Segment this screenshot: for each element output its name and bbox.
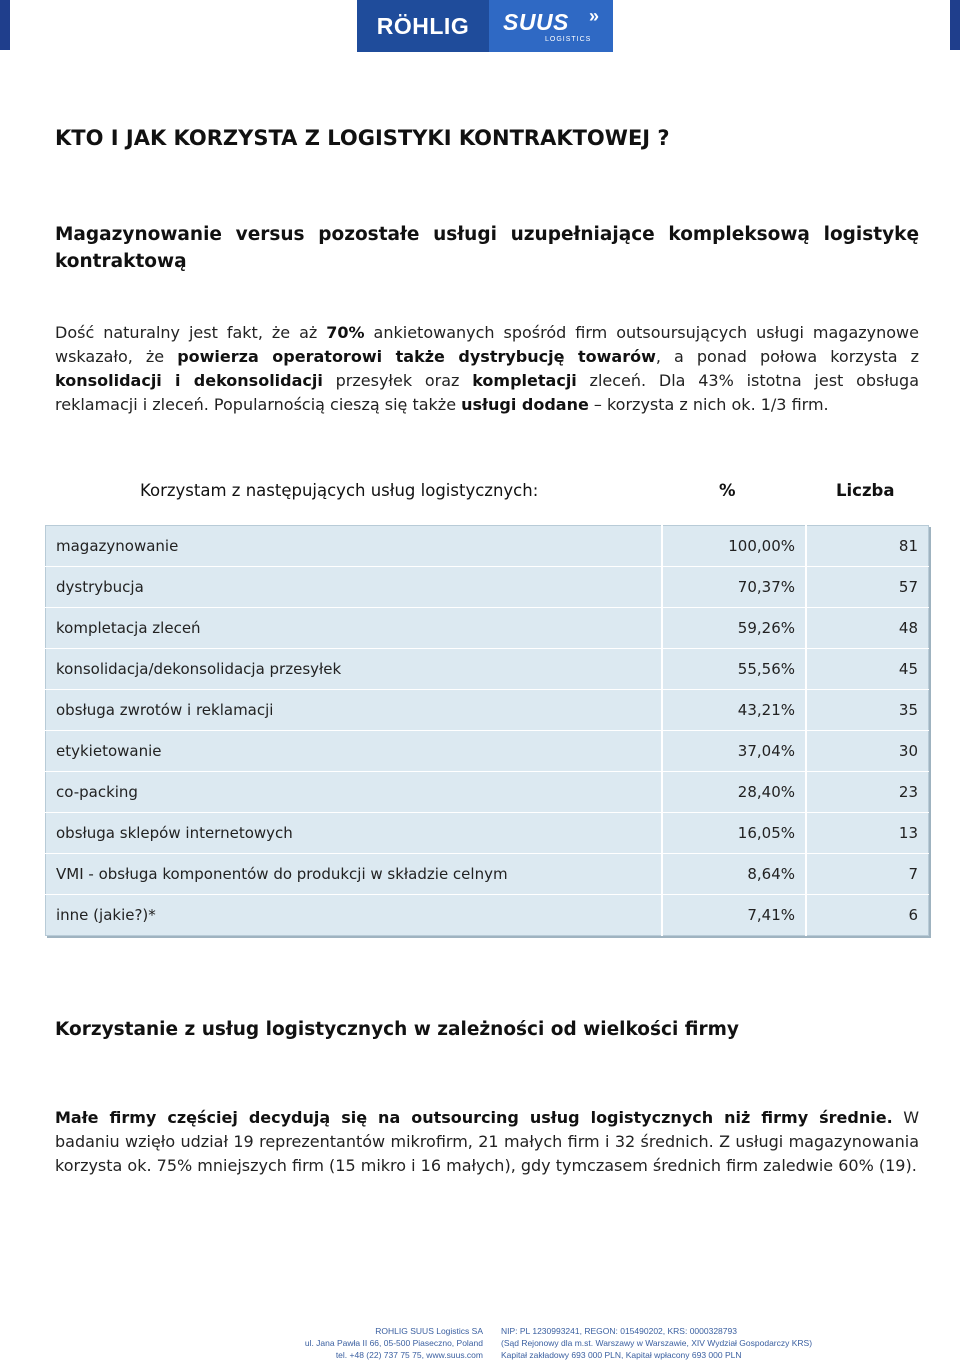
table-header-label: Korzystam z następujących usług logistycznych: [140, 481, 539, 500]
row-label: co-packing [46, 772, 663, 813]
row-count: 13 [806, 813, 929, 854]
bold-text-segment: kompletacji [472, 371, 577, 390]
row-percent: 37,04% [662, 731, 806, 772]
row-percent: 43,21% [662, 690, 806, 731]
text-segment: Dość naturalny jest fakt, że aż [55, 323, 327, 342]
footer-address [305, 1325, 483, 1361]
logo-rohlig: RÖHLIG [357, 0, 489, 52]
services-table [45, 525, 929, 936]
company-size-paragraph [55, 1106, 919, 1178]
footer-street: ul. Jana Pawła II 66, 05-500 Piaseczno, Poland [304, 1338, 483, 1348]
bold-text-segment: Małe firmy częściej decydują się na outsourcing usług logistycznych niż firmy średnie. [55, 1108, 893, 1127]
intro-paragraph [55, 321, 919, 417]
table-row [46, 526, 929, 567]
row-count: 48 [806, 608, 929, 649]
logo-logistics: LOGISTICS [545, 36, 592, 43]
footer-contact: tel. +48 (22) 737 75 75, www.suus.com [335, 1350, 483, 1360]
bold-text-segment: powierza operatorowi także dystrybucję towarów [177, 347, 656, 366]
table-header-percent: % [719, 481, 736, 500]
table-row [46, 608, 929, 649]
row-label: etykietowanie [46, 731, 663, 772]
text-segment: przesyłek oraz [322, 371, 473, 390]
row-label: kompletacja zleceń [46, 608, 663, 649]
logo-suus-block [489, 0, 613, 52]
row-label: obsługa sklepów internetowych [46, 813, 663, 854]
row-percent: 100,00% [662, 526, 806, 567]
footer-tax-ids: NIP: PL 1230993241, REGON: 015490202, KRS: 0000328793 [501, 1326, 737, 1336]
logo-suus: SUUS [503, 9, 569, 35]
row-percent: 16,05% [662, 813, 806, 854]
footer-court: (Sąd Rejonowy dla m.st. Warszawy w Warszawie, XIV Wydział Gospodarczy KRS) [501, 1338, 813, 1348]
table-row [46, 649, 929, 690]
footer-capital: Kapitał zakładowy 693 000 PLN, Kapitał wpłacony 693 000 PLN [501, 1350, 742, 1360]
row-count: 81 [806, 526, 929, 567]
row-percent: 8,64% [662, 854, 806, 895]
row-count: 45 [806, 649, 929, 690]
row-count: 57 [806, 567, 929, 608]
left-edge-bar [0, 0, 10, 50]
row-count: 23 [806, 772, 929, 813]
page-title: KTO I JAK KORZYSTA Z LOGISTYKI KONTRAKTOWEJ ? [55, 126, 670, 150]
row-percent: 55,56% [662, 649, 806, 690]
text-segment: , a ponad połowa korzysta z [655, 347, 920, 366]
table-row [46, 854, 929, 895]
text-segment: W badaniu wzięło udział 19 reprezentantów mikrofirm, 21 małych firm i 32 średnich. Z usługi magazynowania korzysta ok. 75% mniejszych firm (15 mikro i 16 małych), gdy tymczasem średnich firm zaledwie 60% (19). [55, 1108, 920, 1175]
row-label: konsolidacja/dekonsolidacja przesyłek [46, 649, 663, 690]
table-row [46, 567, 929, 608]
table-row [46, 690, 929, 731]
table-row [46, 895, 929, 936]
bold-text-segment: konsolidacji i dekonsolidacji [55, 371, 323, 390]
text-segment: – korzysta z nich ok. 1/3 firm. [588, 395, 829, 414]
bold-text-segment: usługi dodane [461, 395, 589, 414]
row-count: 7 [806, 854, 929, 895]
text-segment: ankietowanych spośród firm outsoursujących usługi magazynowe wskazało, że [55, 323, 919, 366]
bold-text-segment: 70% [326, 323, 365, 342]
row-percent: 70,37% [662, 567, 806, 608]
row-label: obsługa zwrotów i reklamacji [46, 690, 663, 731]
row-label: VMI - obsługa komponentów do produkcji w składzie celnym [46, 854, 663, 895]
row-count: 35 [806, 690, 929, 731]
table-header-count: Liczba [836, 481, 895, 500]
chevrons-icon: » [589, 6, 600, 26]
row-label: dystrybucja [46, 567, 663, 608]
footer-company-name: ROHLIG SUUS Logistics SA [375, 1326, 483, 1336]
row-count: 30 [806, 731, 929, 772]
text-segment: zleceń. Dla 43% istotna jest obsługa reklamacji i zleceń. Popularnością cieszą się także [55, 371, 920, 414]
row-label: inne (jakie?)* [56, 906, 156, 924]
row-percent: 28,40% [662, 772, 806, 813]
row-count: 6 [908, 906, 918, 924]
footer-registry [501, 1325, 812, 1361]
right-edge-bar [950, 0, 960, 50]
row-percent: 7,41% [662, 895, 806, 936]
section2-title: Korzystanie z usług logistycznych w zależności od wielkości firmy [55, 1019, 739, 1040]
row-percent: 59,26% [662, 608, 806, 649]
table-row [46, 772, 929, 813]
row-label: magazynowanie [46, 526, 663, 567]
section-subtitle: Magazynowanie versus pozostałe usługi uzupełniające kompleksową logistykę kontraktową [55, 224, 919, 272]
table-row [46, 731, 929, 772]
company-logo [357, 0, 613, 52]
table-row [46, 813, 929, 854]
